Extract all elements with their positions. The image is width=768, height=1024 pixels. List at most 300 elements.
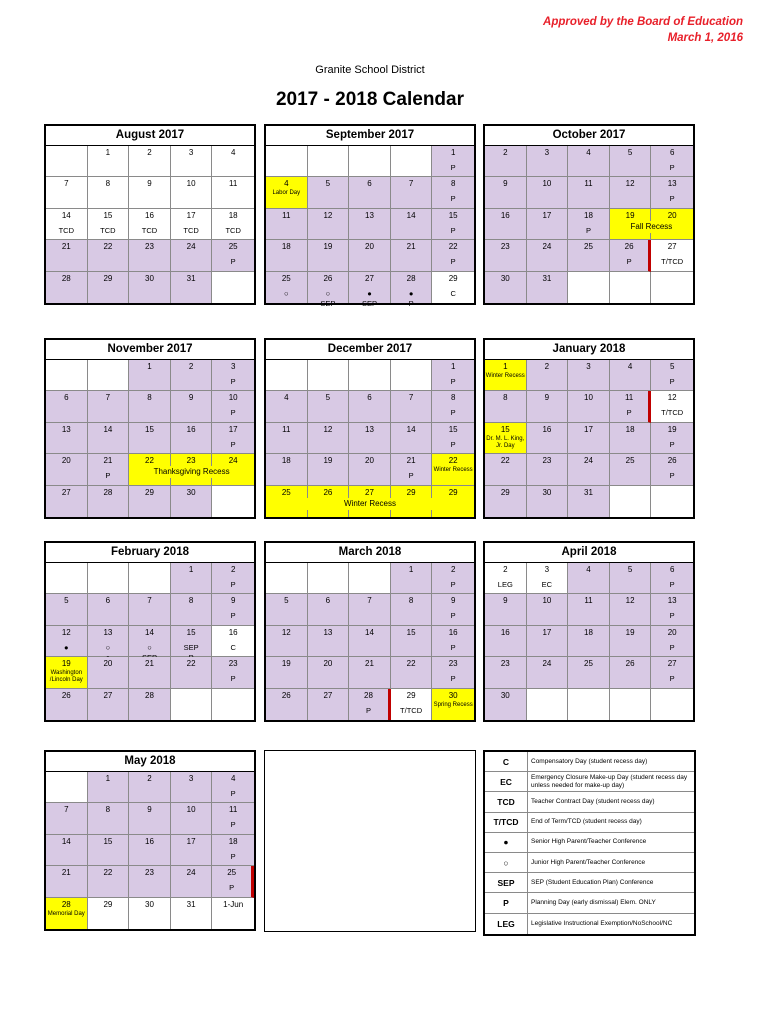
day-number (308, 146, 349, 148)
day-number (46, 146, 87, 148)
month-title: September 2017 (266, 126, 474, 146)
day-number: 26 (323, 273, 333, 283)
day-number: 1-Jun (223, 899, 244, 909)
day-cell (391, 177, 433, 208)
day-number: 20 (103, 659, 113, 669)
day-cell (171, 177, 213, 208)
day-number: 30 (542, 487, 552, 497)
day-number: 8 (450, 179, 456, 189)
day-cell (568, 177, 610, 208)
day-number: 15 (103, 836, 113, 846)
day-number: 10 (584, 393, 593, 403)
day-number: 11 (624, 393, 634, 403)
month-grid (266, 563, 474, 720)
recess-banner: Thanksgiving Recess (131, 466, 252, 478)
day-note: LEG (497, 580, 513, 589)
day-number (391, 146, 432, 148)
day-note: P (450, 257, 456, 267)
day-note: P (669, 194, 675, 204)
day-number: 16 (542, 424, 552, 434)
day-note: P (105, 471, 111, 481)
day-number: 14 (365, 627, 374, 637)
day-number: 18 (228, 210, 238, 220)
day-note: P (229, 883, 235, 893)
legend-code: TCD (485, 792, 528, 811)
day-cell (349, 594, 391, 625)
day-number: 18 (584, 210, 593, 220)
legend-row (485, 813, 694, 833)
day-number (651, 689, 693, 691)
legend-desc: Legislative Instructional Exemption/NoSchool/NC (531, 919, 673, 927)
day-number: 6 (367, 179, 372, 189)
day-number (308, 563, 349, 565)
day-cell (171, 626, 213, 657)
day-note: Spring Recess (433, 701, 473, 708)
day-cell (308, 563, 350, 594)
day-number (568, 689, 609, 691)
day-number: 31 (584, 487, 593, 497)
day-note: ● (64, 642, 69, 652)
day-cell (129, 835, 171, 866)
day-number: 29 (448, 273, 458, 283)
day-number (212, 689, 254, 691)
day-cell (266, 689, 308, 720)
day-cell (88, 803, 130, 834)
day-number: 2 (544, 362, 550, 371)
day-cell (171, 898, 213, 929)
day-number (568, 272, 609, 274)
day-cell (610, 454, 652, 485)
day-cell (651, 486, 693, 517)
day-cell (527, 209, 569, 240)
day-number: 26 (625, 659, 635, 669)
day-cell (391, 272, 433, 308)
month-title: March 2018 (266, 543, 474, 563)
day-number: 14 (61, 836, 71, 846)
day-note: EC (541, 580, 553, 589)
day-cell (88, 657, 130, 688)
day-number: 5 (325, 393, 331, 403)
day-number: 3 (230, 362, 236, 371)
day-number: 31 (186, 899, 196, 909)
day-cell (432, 657, 474, 688)
day-number: 7 (147, 596, 152, 606)
day-number: 13 (61, 424, 71, 434)
day-cell (212, 209, 254, 240)
day-cell (46, 360, 88, 391)
day-note: P (450, 194, 456, 204)
day-number (171, 689, 212, 691)
day-note: ● P (408, 288, 414, 308)
day-number: 24 (228, 456, 238, 466)
day-cell (485, 454, 527, 485)
day-number: 20 (365, 242, 374, 252)
day-number: 8 (450, 393, 456, 403)
day-cell (485, 423, 527, 454)
day-note: P (626, 408, 632, 418)
day-number: 6 (367, 393, 372, 403)
day-number (88, 360, 129, 362)
day-note: P (230, 789, 236, 798)
day-note: ● SEP (361, 288, 377, 308)
day-cell (129, 689, 171, 720)
day-cell (46, 866, 88, 897)
day-note: ○ SEP (320, 288, 336, 308)
day-number: 12 (625, 596, 635, 606)
day-number: 13 (667, 596, 677, 606)
day-note: Winter Recess (485, 373, 525, 379)
day-cell (212, 835, 254, 866)
day-number: 26 (281, 690, 291, 700)
day-cell (527, 486, 569, 517)
day-number: 2 (450, 565, 456, 574)
day-cell (651, 240, 693, 271)
day-number (349, 563, 390, 565)
day-cell (432, 391, 474, 422)
day-number (349, 146, 390, 148)
day-note: P (450, 642, 456, 652)
month-calendar (264, 541, 476, 722)
day-number: 29 (103, 273, 113, 283)
day-number (391, 360, 432, 362)
day-number: 12 (323, 210, 333, 220)
day-number: 5 (669, 362, 675, 371)
day-cell (651, 657, 693, 688)
day-number: 10 (542, 596, 552, 606)
day-number: 9 (188, 393, 194, 403)
day-number: 14 (406, 424, 416, 434)
day-note: P (669, 642, 675, 652)
legend-desc: Senior High Parent/Teacher Conference (531, 838, 647, 846)
day-number: 23 (542, 456, 552, 466)
day-number: 22 (186, 659, 196, 669)
day-note: P (669, 471, 675, 481)
page-title: 2017 - 2018 Calendar (275, 89, 464, 110)
legend-row (485, 772, 694, 792)
day-note: P (450, 225, 456, 235)
legend-code: ● (485, 833, 528, 852)
day-cell (391, 209, 433, 240)
day-cell (88, 454, 130, 485)
day-cell (349, 423, 391, 454)
day-cell (46, 803, 88, 834)
day-cell (88, 177, 130, 208)
day-cell (610, 626, 652, 657)
day-number: 1 (105, 774, 111, 783)
day-cell (266, 240, 308, 271)
day-cell (129, 146, 171, 177)
day-cell (46, 146, 88, 177)
day-number: 23 (186, 456, 196, 466)
day-cell (266, 657, 308, 688)
day-cell (308, 272, 350, 308)
day-cell (485, 689, 527, 720)
day-cell (391, 594, 433, 625)
day-number: 21 (61, 868, 71, 878)
day-number: 27 (365, 273, 374, 283)
day-note: Dr. M. L. King, Jr. Day (486, 435, 525, 449)
day-number: 22 (145, 456, 154, 466)
day-number: 1 (105, 148, 111, 157)
day-cell (129, 240, 171, 271)
day-number: 9 (147, 179, 152, 189)
day-number: 1 (188, 565, 194, 574)
day-cell (171, 391, 213, 422)
day-number: 25 (281, 487, 291, 497)
day-cell (171, 689, 213, 720)
day-cell (266, 626, 308, 657)
day-number: 16 (145, 210, 154, 220)
day-number: 19 (281, 659, 291, 669)
day-number: 3 (188, 148, 194, 157)
legend-desc: Junior High Parent/Teacher Conference (531, 858, 646, 866)
day-number: 1 (450, 148, 456, 157)
day-number (46, 360, 87, 362)
day-cell (651, 594, 693, 625)
day-number: 26 (667, 456, 677, 466)
legend-code: LEG (485, 914, 528, 934)
day-cell (129, 594, 171, 625)
day-cell (527, 657, 569, 688)
day-cell (485, 486, 527, 517)
recess-banner: Fall Recess (612, 221, 691, 233)
day-number: 23 (145, 868, 154, 878)
month-grid (46, 360, 254, 517)
day-cell (212, 626, 254, 657)
day-cell (308, 423, 350, 454)
day-cell (432, 146, 474, 177)
month-grid (46, 772, 254, 929)
day-note: C (230, 642, 236, 652)
day-number: 30 (186, 487, 196, 497)
day-note: TCD (141, 225, 158, 235)
approval-note (543, 14, 743, 46)
month-calendar (264, 338, 476, 519)
day-cell (212, 803, 254, 834)
day-number (46, 772, 87, 774)
day-cell (46, 486, 88, 517)
day-cell (568, 689, 610, 720)
day-number: 19 (323, 242, 333, 252)
day-number: 30 (145, 899, 154, 909)
day-cell (432, 563, 474, 594)
day-cell (568, 360, 610, 391)
day-note: P (669, 611, 675, 621)
day-number: 20 (61, 456, 71, 466)
day-cell (349, 177, 391, 208)
day-cell (432, 272, 474, 303)
day-number: 6 (325, 596, 331, 606)
day-cell (651, 146, 693, 177)
month-grid (46, 146, 254, 303)
day-cell (88, 391, 130, 422)
day-note: P (450, 611, 456, 621)
day-cell (88, 209, 130, 240)
day-cell (129, 563, 171, 594)
day-cell (46, 563, 88, 594)
day-number: 19 (625, 210, 635, 220)
day-number: 17 (228, 424, 238, 434)
day-number: 25 (584, 242, 593, 252)
day-number: 23 (500, 242, 510, 252)
legend-code: C (485, 752, 528, 771)
legend-row (485, 873, 694, 893)
day-cell (568, 486, 610, 517)
day-cell (266, 454, 308, 485)
day-number: 15 (145, 424, 154, 434)
day-cell (212, 486, 254, 517)
day-cell (212, 657, 254, 688)
day-number: 16 (448, 627, 458, 637)
day-note: P (230, 851, 236, 861)
day-number: 11 (584, 179, 593, 189)
day-number: 2 (147, 774, 152, 783)
day-number (129, 563, 170, 565)
day-number: 14 (145, 627, 154, 637)
day-number (610, 272, 651, 274)
day-cell (308, 240, 350, 271)
day-number: 15 (186, 627, 196, 637)
day-cell (171, 594, 213, 625)
day-number: 8 (105, 805, 111, 815)
day-cell (610, 391, 652, 422)
day-number: 29 (406, 487, 416, 497)
day-note: P (450, 674, 456, 684)
day-number: 26 (61, 690, 71, 700)
day-number: 4 (284, 179, 289, 189)
day-number: 30 (500, 690, 510, 700)
day-note: P (450, 439, 456, 449)
legend-row (485, 853, 694, 873)
day-number: 19 (61, 659, 71, 669)
day-cell (212, 177, 254, 208)
day-number: 6 (105, 596, 111, 606)
day-cell (266, 391, 308, 422)
day-number: 21 (406, 242, 416, 252)
day-number: 8 (503, 393, 508, 403)
day-number: 22 (500, 456, 510, 466)
day-cell (568, 240, 610, 271)
day-cell (212, 360, 254, 391)
day-cell (610, 423, 652, 454)
month-grid (46, 563, 254, 720)
day-note: Winter Recess (433, 467, 473, 474)
month-title: May 2018 (46, 752, 254, 772)
day-note: ○ (147, 642, 152, 652)
day-cell (391, 146, 433, 177)
day-number: 27 (103, 690, 113, 700)
day-cell (391, 657, 433, 688)
day-number: 11 (282, 210, 291, 220)
day-cell (308, 360, 350, 391)
day-cell (308, 454, 350, 485)
day-number: 6 (669, 565, 675, 574)
day-number: 23 (500, 659, 510, 669)
day-cell (349, 454, 391, 485)
day-cell (212, 866, 254, 897)
day-note: P (669, 439, 675, 449)
month-title: November 2017 (46, 340, 254, 360)
day-number: 20 (365, 456, 374, 466)
day-cell (485, 209, 527, 240)
day-note: P (669, 674, 675, 684)
day-note: P (450, 163, 456, 172)
day-number: 21 (365, 659, 374, 669)
day-note: Memorial Day (47, 910, 85, 917)
day-cell (485, 240, 527, 271)
day-note: P (230, 377, 236, 386)
day-note: P (230, 820, 236, 830)
day-cell (527, 240, 569, 271)
day-number: 27 (323, 690, 333, 700)
day-number (88, 563, 129, 565)
day-cell (129, 177, 171, 208)
day-cell (349, 563, 391, 594)
day-cell (212, 594, 254, 625)
legend-desc: Teacher Contract Day (student recess day) (531, 797, 655, 805)
day-cell (610, 594, 652, 625)
day-cell (212, 391, 254, 422)
day-number: 7 (64, 805, 69, 815)
day-number: 4 (586, 565, 591, 574)
day-number: 29 (145, 487, 154, 497)
day-cell (171, 835, 213, 866)
legend-code: T/TCD (485, 813, 528, 832)
day-cell (527, 360, 569, 391)
legend-row (485, 893, 694, 913)
day-number (46, 563, 87, 565)
day-number (212, 486, 254, 488)
day-cell (266, 177, 308, 208)
day-note: P (230, 674, 236, 684)
day-number: 4 (284, 393, 289, 403)
day-number: 24 (186, 242, 196, 252)
day-cell (610, 177, 652, 208)
legend-row (485, 792, 694, 812)
day-cell (171, 146, 213, 177)
day-number: 4 (586, 148, 591, 157)
day-number: 25 (281, 273, 291, 283)
day-cell (349, 657, 391, 688)
day-cell (171, 772, 213, 803)
day-note: TCD (100, 225, 116, 235)
day-number: 6 (64, 393, 69, 403)
month-title: April 2018 (485, 543, 693, 563)
day-cell (432, 177, 474, 208)
day-cell (88, 626, 130, 657)
day-number (349, 360, 390, 362)
day-number: 5 (325, 179, 331, 189)
day-number (610, 486, 651, 488)
day-number: 15 (406, 627, 416, 637)
day-note: P (669, 377, 675, 386)
day-number: 10 (186, 805, 196, 815)
day-cell (46, 898, 88, 929)
day-cell (485, 360, 527, 391)
day-cell (391, 360, 433, 391)
day-number: 28 (406, 273, 416, 283)
day-number (266, 146, 307, 148)
month-calendar (483, 124, 695, 305)
day-number: 18 (228, 836, 238, 846)
day-cell (88, 272, 130, 303)
day-note: P (585, 225, 591, 235)
day-number: 5 (627, 565, 633, 574)
day-number (651, 486, 693, 488)
day-number: 11 (584, 596, 593, 606)
day-cell (527, 423, 569, 454)
day-number: 26 (323, 487, 333, 497)
